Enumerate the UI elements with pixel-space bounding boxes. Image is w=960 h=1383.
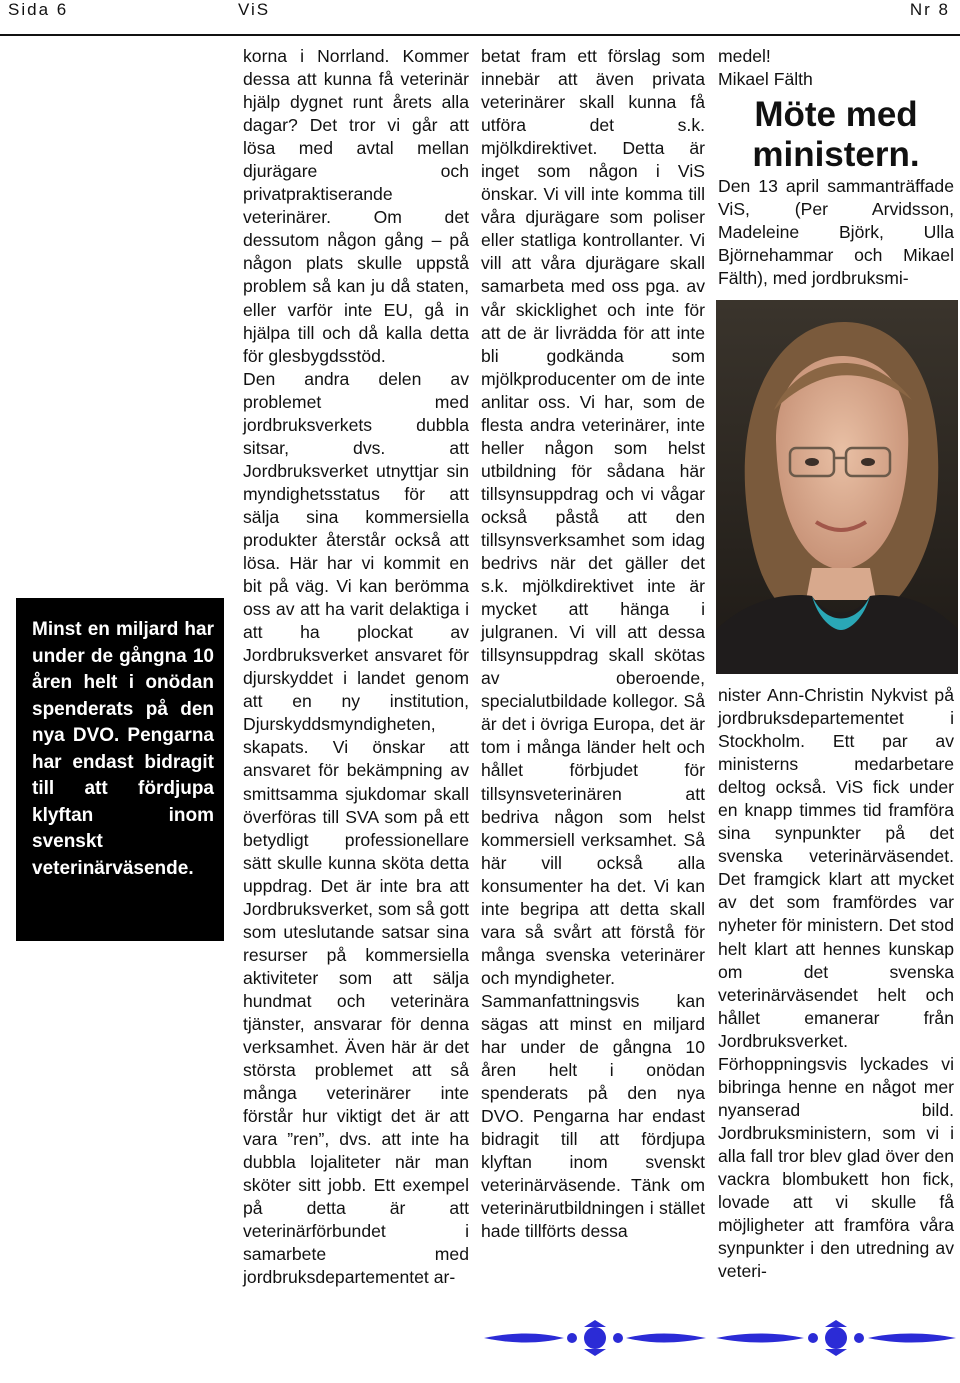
article-column-3-top (718, 45, 954, 290)
decorative-ornament-icon (484, 1318, 706, 1358)
column2-paragraph-2: Sammanfattningsvis kan sägas att minst en miljard har under de gångna 10 åren helt i onödan spenderats på den nya DVO. Pengarna har endast bidragit till att fördjupa klyftan inom svenskt veterinärväsende. Tänk om veterinärutbildningen i stället hade tillförts dessa (481, 990, 705, 1242)
article-column-1 (243, 45, 469, 1290)
article-column-2 (481, 45, 705, 1243)
article-continuation: nister Ann-Christin Nykvist på jordbruksdepartementet i Stockholm. Ett par av ministerns medarbetare deltog också. ViS fick under en knapp timmes tid framföra sina synpunkter på det svenska veterinärväsendet. Det framgick klart att mycket av det som framfördes var nyheter för ministern. Det stod helt klart att hennes kunskap om det svenska veterinärväsendet helt och hållet emanerar från Jordbruksverket. Förhoppningsvis lyckades vi bibringa henne en något mer nyanserad bild. Jordbruksministern, som vi i alla fall tror blev glad över den vackra blombukett hon fick, lovade att vi skulle få möjligheter att framföra våra synpunkter i den utredning av veteri- (718, 685, 954, 1282)
issue-number: Nr 8 (909, 0, 950, 19)
pull-quote-text: Minst en miljard har under de gångna 10 åren helt i onödan spenderats på den nya DVO. Pengarna har endast bidragit till att fördjupa klyftan inom svenskt veterinärväsende. (32, 619, 214, 879)
publication-name: ViS (238, 0, 271, 19)
headline-line-1: Möte med (754, 95, 918, 135)
column2-paragraph-1: betat fram ett förslag som innebär att även privata veterinärer skall kunna få utföra det s.k. mjölkdirektivet. Detta är inget som någon i ViS önskar. Vi vill inte komma till våra djurägare som poliser eller statliga kontrollanter. Vi vill att våra djurägare skall samarbeta med oss pga. av vår skicklighet och inte för att de är livrädda för att inte bli godkända som mjölkproducenter om de inte anlitar oss. Vi har, som de flesta andra veterinärer, inte heller någon som helst utbildning för sådana här tillsynsuppdrag och vi vågar också påstå att den tillsynsverksamhet som idag bedrivs när det gäller det s.k. mjölkdirektivet inte är mycket att hänga i julgranen. Vi vill att dessa tillsynsuppdrag skall skötas av oberoende, specialutbildade kollegor. Så är det i övriga Europa, det är tom i många länder helt och hållet förbjudet för tillsynsveterinären att bedriva någon som helst kommersiell verksamhet. Så här vill också alla konsumenter ha det. Vi kan inte begripa att detta skall vara så svårt att förstå för många svenska veterinärer och myndigheter. (481, 46, 705, 988)
article-headline (718, 95, 954, 175)
portrait-photo (716, 300, 958, 674)
pull-quote-box (16, 598, 224, 941)
portrait-photo-icon (716, 300, 958, 674)
page-number: Sida 6 (8, 0, 69, 19)
author-signature: Mikael Fälth (718, 69, 813, 90)
headline-line-2: ministern. (752, 135, 920, 175)
decorative-ornament-icon (716, 1318, 956, 1358)
header-rule (0, 34, 960, 36)
column1-paragraph-2: Den andra delen av problemet med jordbruksverkets dubbla sitsar, dvs. att Jordbruksverket utnyttjar sin myndighetsstatus för att sälja sina kommersiella produkter återstår också att lösa. Här har vi kommit en bit på väg. Vi kan berömma oss av att ha varit delaktiga i att ha plockat av Jordbruksverket ansvaret för djurskyddet i landet genom att en ny institution, Djurskyddsmyndigheten, skapats. Vi önskar att ansvaret för bekämpning av smittsamma sjukdomar skall överföras till SVA som på ett betydligt professionellare sätt skulle kunna sköta detta uppdrag. Det är inte bra att Jordbruksverket, som så gott som uteslutande satsar sina resurser på kommersiella aktiviteter som att sälja hundmat och veterinära tjänster, ansvarar för denna verksamhet. Även här är det största problemet att så många veterinärer inte förstår hur viktigt det är att vara ”ren”, dvs. att inte ha dubbla lojaliteter när man sköter sitt jobb. Ett exempel på detta är att veterinärförbundet i samarbete med jordbruksdepartementet ar- (243, 368, 469, 1288)
article-column-3-bottom (718, 684, 954, 1283)
previous-article-ending: medel! (718, 46, 771, 66)
column1-paragraph-1: korna i Norrland. Kommer dessa att kunna få veterinär hjälp dygnet runt årets alla dagar? Det tror vi går att lösa med avtal mellan djurägare och privatpraktiserande veterinärer. Om det dessutom någon gång – på någon plats skulle uppstå problem så kan ju då staten, eller varför inte EU, gå in hjälpa till och då kalla detta för glesbygdsstöd. (243, 46, 469, 366)
article-lead: Den 13 april sammanträffade ViS, (Per Arvidsson, Madeleine Björk, Ulla Björnehammar och Mikael Fälth), med jordbruksmi- (718, 176, 954, 289)
page-header (0, 0, 960, 38)
